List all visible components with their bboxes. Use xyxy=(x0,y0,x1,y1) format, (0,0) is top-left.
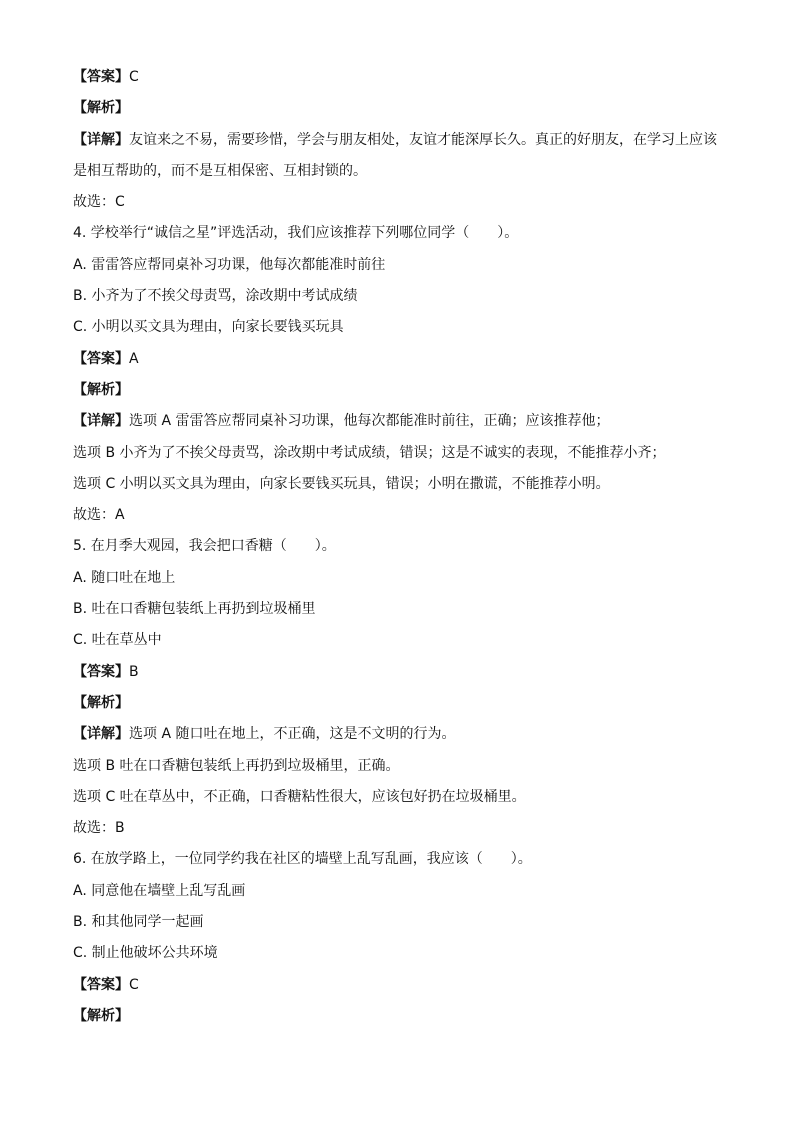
analysis-heading xyxy=(73,375,734,406)
section-tag: 【解析】 xyxy=(73,694,129,711)
line-text: 是相互帮助的，而不是互相保密、互相封锁的。 xyxy=(73,162,367,179)
line-text: C. 吐在草丛中 xyxy=(73,632,162,649)
section-tag: 【答案】 xyxy=(73,350,129,367)
section-tag: 【解析】 xyxy=(73,100,129,117)
line-text: A. 同意他在墙壁上乱写乱画 xyxy=(73,882,246,899)
section-tag: 【解析】 xyxy=(73,381,129,398)
section-tag: 【答案】 xyxy=(73,663,129,680)
line-text: 故选：B xyxy=(73,820,125,837)
line-text: 友谊来之不易，需要珍惜，学会与朋友相处，友谊才能深厚长久。真正的好朋友，在学习上应该 xyxy=(129,131,717,148)
line-text: 选项 A 随口吐在地上，不正确，这是不文明的行为。 xyxy=(129,726,456,743)
detail-line xyxy=(73,719,734,750)
line-text: 选项 B 小齐为了不挨父母责骂，涂改期中考试成绩，错误；这是不诚实的表现，不能推荐小齐； xyxy=(73,444,666,461)
text-line xyxy=(73,782,734,813)
answer-line xyxy=(73,344,734,375)
analysis-heading xyxy=(73,1001,734,1032)
detail-line xyxy=(73,125,734,156)
line-text: C. 小明以买文具为理由，向家长要钱买玩具 xyxy=(73,319,344,336)
section-tag: 【详解】 xyxy=(73,131,129,148)
line-text: B xyxy=(129,663,139,680)
section-tag: 【详解】 xyxy=(73,726,129,743)
line-text: C xyxy=(129,69,139,85)
line-text: 6. 在放学路上，一位同学约我在社区的墙壁上乱写乱画，我应该（ ）。 xyxy=(73,851,532,868)
line-text: 选项 C 小明以买文具为理由，向家长要钱买玩具，错误；小明在撒谎，不能推荐小明。 xyxy=(73,475,610,492)
option-line xyxy=(73,312,734,343)
answer-line xyxy=(73,62,734,93)
text-line xyxy=(73,500,734,531)
option-line xyxy=(73,594,734,625)
text-line xyxy=(73,156,734,187)
answer-line xyxy=(73,657,734,688)
text-line xyxy=(73,469,734,500)
line-text: B. 吐在口香糖包装纸上再扔到垃圾桶里 xyxy=(73,601,316,618)
text-line xyxy=(73,751,734,782)
line-text: 选项 A 雷雷答应帮同桌补习功课，他每次都能准时前往，正确；应该推荐他； xyxy=(129,413,610,430)
line-text: B. 和其他同学一起画 xyxy=(73,914,204,931)
line-text: A. 随口吐在地上 xyxy=(73,569,176,586)
document-content xyxy=(73,62,734,1032)
option-line xyxy=(73,625,734,656)
line-text: B. 小齐为了不挨父母责骂，涂改期中考试成绩 xyxy=(73,288,358,305)
line-text: C xyxy=(129,976,139,993)
question-line xyxy=(73,218,734,249)
line-text: A. 雷雷答应帮同桌补习功课，他每次都能准时前往 xyxy=(73,256,386,273)
text-line xyxy=(73,813,734,844)
option-line xyxy=(73,281,734,312)
section-tag: 【答案】 xyxy=(73,69,129,85)
line-text: 故选：C xyxy=(73,194,125,211)
question-line xyxy=(73,531,734,562)
line-text: 选项 C 吐在草丛中，不正确，口香糖粘性很大，应该包好扔在垃圾桶里。 xyxy=(73,788,526,805)
analysis-heading xyxy=(73,93,734,124)
section-tag: 【解析】 xyxy=(73,1007,129,1024)
text-line xyxy=(73,187,734,218)
line-text: 5. 在月季大观园，我会把口香糖（ ）。 xyxy=(73,538,336,555)
detail-line xyxy=(73,406,734,437)
answer-line xyxy=(73,970,734,1001)
question-line xyxy=(73,844,734,875)
line-text: 4. 学校举行“诚信之星”评选活动，我们应该推荐下列哪位同学（ ）。 xyxy=(73,225,519,242)
text-line xyxy=(73,438,734,469)
option-line xyxy=(73,907,734,938)
line-text: C. 制止他破坏公共环境 xyxy=(73,945,218,962)
line-text: 选项 B 吐在口香糖包装纸上再扔到垃圾桶里，正确。 xyxy=(73,757,400,774)
option-line xyxy=(73,876,734,907)
option-line xyxy=(73,250,734,281)
line-text: A xyxy=(129,350,139,367)
line-text: 故选：A xyxy=(73,507,125,524)
analysis-heading xyxy=(73,688,734,719)
option-line xyxy=(73,563,734,594)
section-tag: 【答案】 xyxy=(73,976,129,993)
option-line xyxy=(73,938,734,969)
section-tag: 【详解】 xyxy=(73,413,129,430)
